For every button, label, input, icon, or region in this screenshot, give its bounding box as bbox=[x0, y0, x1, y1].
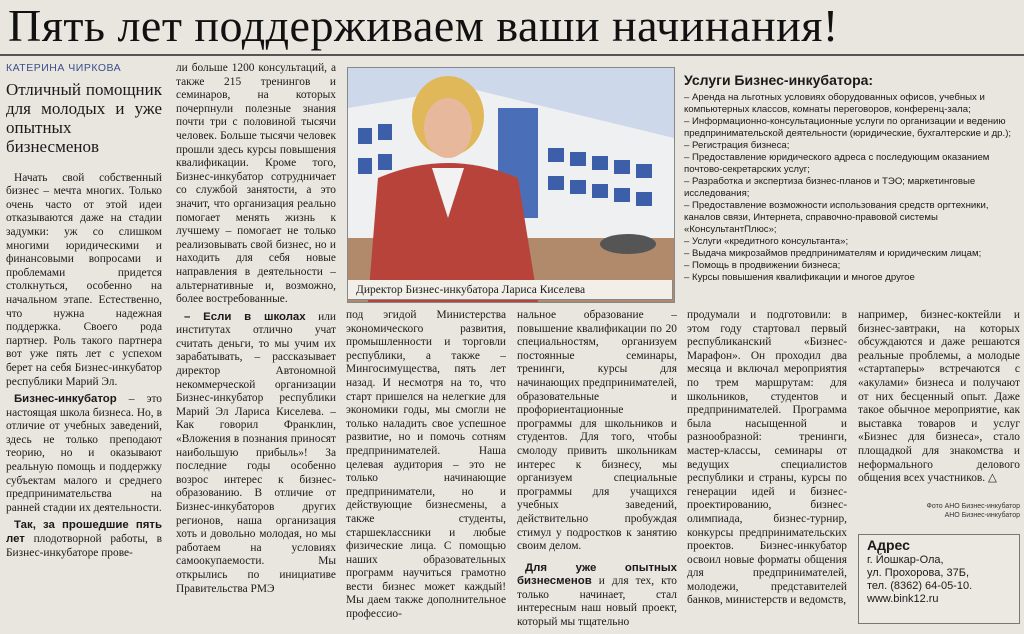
col4-paragraph-2 bbox=[517, 562, 677, 630]
director-photo bbox=[347, 67, 675, 303]
service-item: – Регистрация бизнеса; bbox=[684, 140, 790, 151]
services-box bbox=[684, 72, 1020, 284]
col2-paragraph-1: ли больше 1200 консультаций, а также 215 тренингов и семинаров, на которых почерпнули полезные знания почти три с половиной тысячи человек. Больше тысячи человек прошли здесь курсы повышения квалификации. Кроме того, Бизнес-инкубатор сотрудничает со службой занятости, а это значит, что организация реально помогает менять жизнь к лучшему – помогает не только реализовывать свой бизнес, но и находить для себя новые направления в деятельности – альтернативные и, возможно, более востребованные. bbox=[176, 62, 336, 306]
col4-paragraph-1: нальное образование – повышение квалификации по 20 специальностям, организуем постоянные семинары, тренинги, курсы для начинающих предпринимателей, образовательные и профориентационные программы для школьников и студентов. Для того, чтобы смолоду привить школьникам интерес к бизнесу, мы организуем специальные программы для учащихся учебных заведений, действительно пробуждая стимул у подростков к занятию своим делом. bbox=[517, 309, 677, 553]
address-phone: тел. (8362) 64-05-10. bbox=[867, 580, 973, 592]
address-website: www.bink12.ru bbox=[867, 593, 939, 605]
page-headline: Пять лет поддерживаем ваши начинания! bbox=[8, 0, 839, 51]
col4-lead: Для уже опытных бизнесменов bbox=[517, 561, 677, 588]
col1-text-3: плодотворной работы, в Бизнес-инкубаторе прове- bbox=[6, 533, 162, 559]
photo-caption: Директор Бизнес-инкубатора Лариса Киселева bbox=[347, 280, 673, 300]
service-item: – Предоставление возможности использования средств оргтехники, каналов связи, Интернета, справочно-правовой системы «КонсультантПлюс»; bbox=[684, 200, 989, 235]
headline-rule bbox=[0, 54, 1024, 56]
column-5 bbox=[687, 309, 847, 612]
col6-paragraph-1: например, бизнес-коктейли и бизнес-завтраки, на которых обсуждаются и даже решаются реальные проблемы, а молодые «стартаперы» встречаются с «акулами» бизнеса и получают от них бесценный опыт. Даже такое обычное мероприятие, как выставка товаров и услуг «Бизнес для бизнеса», стало площадкой для знакомства и неформального делового общения всех участников. △ bbox=[858, 309, 1020, 485]
address-title: Адрес bbox=[867, 537, 910, 553]
col2-paragraph-2 bbox=[176, 311, 336, 596]
column-2 bbox=[176, 62, 336, 600]
col1-paragraph-3 bbox=[6, 519, 162, 560]
address-city: г. Йошкар-Ола, bbox=[867, 554, 944, 566]
article-deck: Отличный помощник для молодых и уже опытных бизнесменов bbox=[6, 79, 162, 156]
services-title: Услуги Бизнес-инкубатора: bbox=[684, 72, 874, 88]
column-6 bbox=[858, 309, 1020, 490]
services-list bbox=[684, 92, 1020, 284]
author-byline: КАТЕРИНА ЧИРКОВА bbox=[6, 62, 122, 74]
col1-paragraph-2 bbox=[6, 393, 162, 515]
col1-lead-1: Бизнес-инкубатор bbox=[14, 393, 117, 406]
service-item: – Выдача микрозаймов предпринимателям и юридическим лицам; bbox=[684, 248, 982, 259]
col3-paragraph-1: под эгидой Министерства экономического развития, промышленности и торговли республики, а также – Мингосимущества, пять лет назад. И несмотря на то, что старт пришелся на нелегкие для экономики годы, мы смогли не только наладить свое успешное развитие, но и помочь сотням предпринимателей. Наша целевая аудитория – это не только начинающие предприниматели, но и действующие бизнесмены, а также студенты, старшеклассники и любые физические лица. С помощью наших образовательных программ научиться грамотно вести бизнес может каждый! Мы даем также дополнительное профессио- bbox=[346, 309, 506, 621]
col5-paragraph-1: продумали и подготовили: в этом году стартовал первый республиканский «Бизнес-Марафон». Он проходил два месяца и включал мероприятия по трем маршрутам: для школьников, студентов и предпринимателей. Программа была насыщенной и разнообразной: тренинги, мастер-классы, семинары от ведущих специалистов республики и страны, курсы по генерации идей и бизнес-проектированию, бизнес-олимпиада, бизнес-турнир, конкурсы предпринимательских проектов. Бизнес-инкубатор освоил новые форматы общения для предпринимателей, молодежи, представителей банков, министерств и ведомств, bbox=[687, 309, 847, 607]
service-item: – Услуги «кредитного консультанта»; bbox=[684, 236, 849, 247]
service-item: – Разработка и экспертиза бизнес-планов и ТЭО; маркетинговые исследования; bbox=[684, 176, 976, 199]
service-item: – Аренда на льготных условиях оборудованных офисов, учебных и компьютерных классов, комнаты переговоров, конференц-зала; bbox=[684, 92, 985, 115]
photo-credit-line-1: Фото АНО Бизнес-инкубатор bbox=[926, 503, 1020, 510]
col2-text-2: или институтах отлично учат считать деньги, то мы учим их зарабатывать, – рассказывает директор Автономной некоммерческой организации Бизнес-инкубатор республики Марий Эл Лариса Киселева. – Как говорил Франклин, «Вложения в познания приносят наибольшую прибыль»! За последние годы особенно возрос интерес к бизнес-образованию. В отличие от Бизнес-инкубаторов других регионов, наша организация хоть и довольно молодая, но мы работаем на условиях самоокупаемости. Мы открылись по инициативе Правительства РМЭ bbox=[176, 310, 336, 595]
photo-credit bbox=[890, 503, 1020, 520]
service-item: – Предоставление юридического адреса с последующим оказанием почтово-секретарских услуг; bbox=[684, 152, 990, 175]
col2-lead: – Если в школах bbox=[184, 310, 306, 323]
column-3 bbox=[346, 309, 506, 626]
col1-lead-2: Так, за прошедшие пять лет bbox=[6, 519, 162, 546]
address-street: ул. Прохорова, 37Б, bbox=[867, 567, 969, 579]
column-1 bbox=[6, 62, 162, 564]
col1-paragraph-1: Начать свой собственный бизнес – мечта многих. Только очень часто от этой идеи отказываются даже на стадии задумки: уж со слишком многими юридическими и финансовыми вопросами и проблемами придется столкнуться, особенно на начальном этапе. Естественно, что нужна надежная поддержка. Своего рода партнер. Роль такого партнера вот уже пять лет с успехом берет на себя Бизнес-инкубатор республики Марий Эл. bbox=[6, 171, 162, 388]
column-4 bbox=[517, 309, 677, 634]
col1-text-2: – это настоящая школа бизнеса. Но, в отличие от учебных заведений, здесь не только преподают теорию, но и оказывают реальную помощь и поддержку субъектам малого и среднего предпринимательства на ранней стадии их деятельности. bbox=[6, 393, 162, 514]
photo-credit-line-2: АНО Бизнес-инкубатор bbox=[944, 511, 1020, 519]
service-item: – Помощь в продвижении бизнеса; bbox=[684, 260, 841, 271]
address-box bbox=[858, 534, 1020, 624]
photo-illustration bbox=[348, 68, 674, 302]
service-item: – Курсы повышения квалификации и многое другое bbox=[684, 272, 915, 283]
service-item: – Информационно-консультационные услуги по организации и ведению предпринимательской деятельности (юридические, бухгалтерские и др.); bbox=[684, 116, 1012, 139]
col4-text-2: и для тех, кто только начинает, стал интересным наш новый проект, который мы тщательно bbox=[517, 575, 677, 629]
